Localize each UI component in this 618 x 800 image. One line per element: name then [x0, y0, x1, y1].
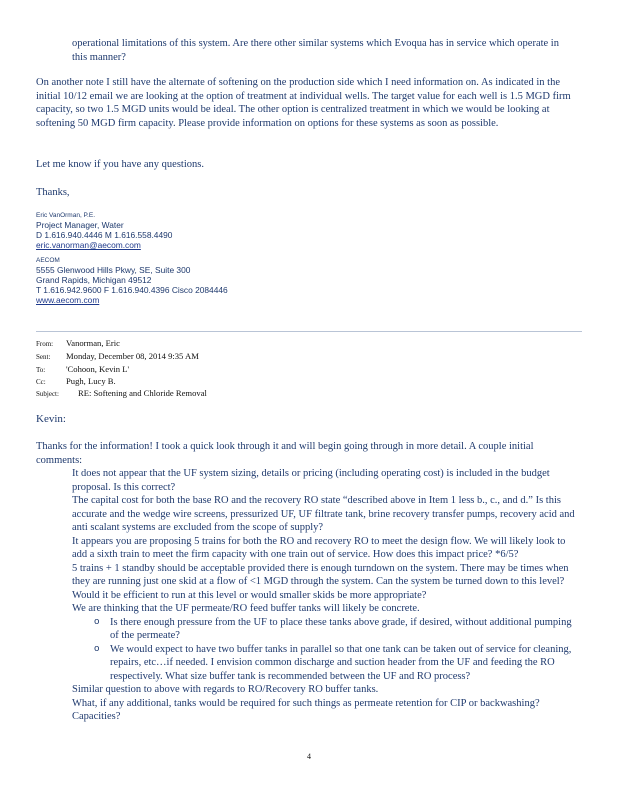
sub-list-item-text: Is there enough pressure from the UF to place these tanks above grade, if desired, without additional pumping of the permeate?: [110, 616, 572, 641]
list-item-text: Similar question to above with regards to RO/Recovery RO buffer tanks.: [72, 684, 379, 695]
list-item: [56, 562, 582, 603]
page-number: 4: [307, 752, 311, 761]
signature-phones2: T 1.616.942.9600 F 1.616.940.4396 Cisco 2084446: [36, 285, 228, 296]
list-item-text: It does not appear that the UF system sizing, details or pricing (including operating cost) is included in the budget proposal. Is this correct?: [72, 468, 550, 493]
intro-paragraph: Thanks for the information! I took a quick look through it and will begin going through in more detail. A couple initial comments:: [36, 441, 534, 466]
continued-paragraph: operational limitations of this system. Are there other similar systems which Evoqua has in service which operate in this manner?: [72, 38, 559, 63]
hollow-bullet-icon: o: [94, 643, 100, 654]
list-item: [56, 467, 582, 494]
sub-list-item: [92, 643, 582, 684]
to-label: To:: [36, 366, 46, 374]
cc-value: Pugh, Lucy B.: [66, 376, 116, 386]
signature-title: Project Manager, Water: [36, 220, 124, 230]
comment-list: [56, 467, 582, 724]
greeting: Kevin:: [36, 413, 66, 425]
subject-label: Subject:: [36, 390, 59, 398]
sub-list-item-text: We would expect to have two buffer tanks in parallel so that one tank can be taken out of service for cleaning, repairs, etc…if needed. I envision common discharge and suction header from the UF and feeding the RO respectively. What size buffer tank is recommended between the UF and RO process?: [110, 643, 572, 682]
signature-phones: D 1.616.940.4446 M 1.616.558.4490: [36, 230, 173, 241]
signature-block: [36, 212, 576, 305]
signature-company: AECOM: [36, 256, 60, 264]
sub-list-item: [92, 616, 582, 643]
signature-email-link[interactable]: eric.vanorman@aecom.com: [36, 240, 141, 251]
signature-website-link[interactable]: www.aecom.com: [36, 295, 100, 306]
signature-name: Eric VanOrman, P.E.: [36, 212, 96, 219]
cc-label: Cc:: [36, 378, 46, 386]
list-item-text: 5 trains + 1 standby should be acceptable provided there is enough turndown on the system. There may be times when they are running just one skid at a flow of <1 MGD through the system. Can the system be turned down to this level? Would it be efficient to run at this level or would smaller skids be more appropriate?: [72, 562, 569, 601]
header-divider: [36, 331, 582, 332]
softening-paragraph: On another note I still have the alternate of softening on the production side which I need information on. As indicated in the initial 10/12 email we are looking at the option of treatment at individual wells. The target value for each well is 1.5 MGD firm capacity, so two 1.5 MGD units would be ideal. The other option is centralized treatment in which we would be looking at softening 50 MGD firm capacity. Please provide information on options for these systems as soon as possible.: [36, 77, 571, 129]
header-cc: [36, 376, 116, 388]
list-item-text: What, if any additional, tanks would be required for such things as permeate retention for CIP or backwashing? Capacities?: [72, 697, 540, 722]
hollow-bullet-icon: o: [94, 616, 100, 627]
header-from: [36, 338, 120, 350]
thanks-line: Thanks,: [36, 187, 70, 198]
to-value: 'Cohoon, Kevin L': [66, 364, 130, 374]
sub-list: [72, 616, 582, 684]
sent-label: Sent:: [36, 353, 51, 361]
header-to: [36, 364, 129, 376]
list-item: [56, 683, 582, 697]
signature-address2: Grand Rapids, Michigan 49512: [36, 274, 152, 285]
header-sent: [36, 351, 199, 363]
list-item: [56, 602, 582, 683]
subject-value: RE: Softening and Chloride Removal: [78, 388, 207, 398]
header-subject: [36, 388, 207, 400]
list-item-text: The capital cost for both the base RO and the recovery RO state “described above in Item 1 less b., c., and d.” Is this accurate and the wedge wire screens, pressurized UF, UF filtrate tank, brine recovery transfer pumps, recovery acid and anti scalant systems are excluded from the scope of supply?: [72, 495, 575, 533]
from-label: From:: [36, 340, 54, 348]
signature-address1: 5555 Glenwood Hills Pkwy, SE, Suite 300: [36, 264, 191, 275]
let-me-know-line: Let me know if you have any questions.: [36, 159, 204, 170]
list-item: [56, 535, 582, 562]
list-item: [56, 697, 582, 724]
list-item-text: We are thinking that the UF permeate/RO feed buffer tanks will likely be concrete.: [72, 603, 420, 614]
from-value: Vanorman, Eric: [66, 338, 120, 348]
list-item: [56, 494, 582, 535]
sent-value: Monday, December 08, 2014 9:35 AM: [66, 351, 199, 361]
list-item-text: It appears you are proposing 5 trains for both the RO and recovery RO to meet the design flow. We will likely look to add a sixth train to meet the firm capacity with one train out of service. How does this impact price? *6/5?: [72, 535, 566, 560]
